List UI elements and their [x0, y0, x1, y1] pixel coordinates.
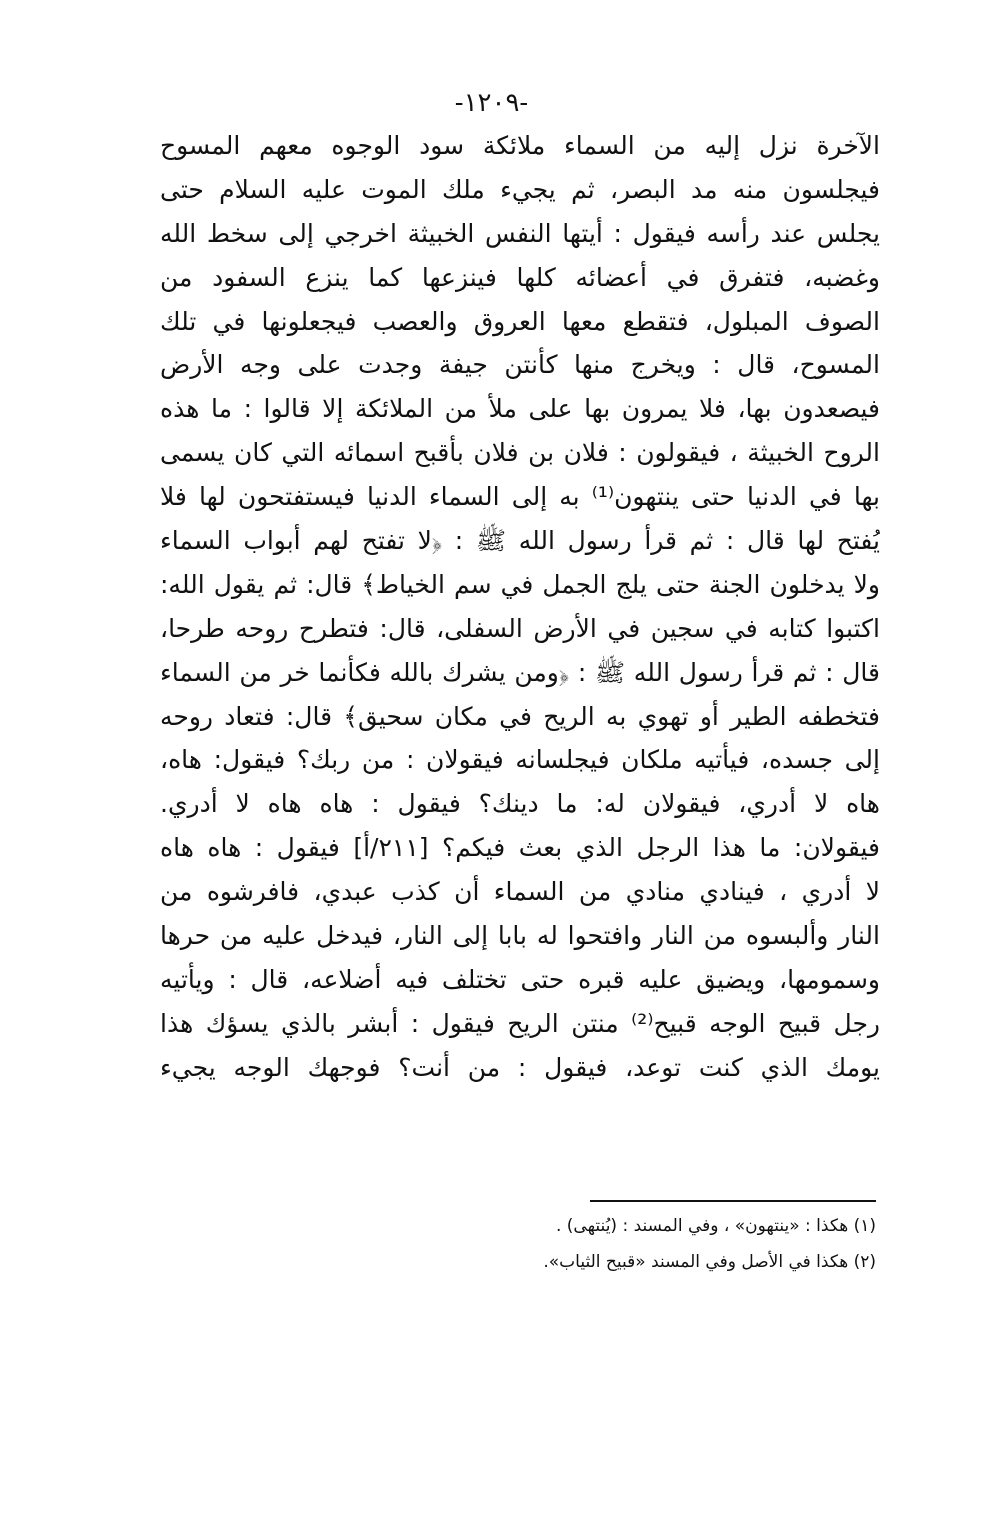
- text-line: رجل قبيح الوجه قبيح⁽²⁾ منتن الريح فيقول : أبشر بالذي يسؤك هذا: [160, 1008, 880, 1038]
- body-text: [160, 124, 880, 1090]
- text-line: ولا يدخلون الجنة حتى يلج الجمل في سم الخياط﴾ قال: ثم يقول الله:: [160, 569, 880, 599]
- text-line: الروح الخبيثة ، فيقولون : فلان بن فلان بأقبح اسمائه التي كان يسمى: [160, 438, 880, 468]
- text-line: بها في الدنيا حتى ينتهون⁽¹⁾ به إلى السماء الدنيا فيستفتحون لها فلا: [160, 482, 880, 512]
- text-line: المسوح، قال : ويخرج منها كأنتن جيفة وجدت على وجه الأرض: [160, 350, 880, 380]
- text-line: إلى جسده، فيأتيه ملكان فيجلسانه فيقولان : من ربك؟ فيقول: هاه،: [160, 745, 880, 775]
- text-line: الآخرة نزل إليه من السماء ملائكة سود الوجوه معهم المسوح: [160, 131, 880, 160]
- footnotes: [360, 1208, 876, 1280]
- text-line: فيصعدون بها، فلا يمرون بها على ملأ من الملائكة إلا قالوا : ما هذه: [160, 394, 880, 424]
- text-line: لا أدري ، فينادي منادي من السماء أن كذب عبدي، فافرشوه من: [160, 877, 880, 907]
- text-line: قال : ثم قرأ رسول الله ﷺ : ﴿ومن يشرك بالله فكأنما خر من السماء: [160, 657, 880, 687]
- text-line: الصوف المبلول، فتقطع معها العروق والعصب فيجعلونها في تلك: [160, 306, 880, 336]
- text-line: هاه لا أدري، فيقولان له: ما دينك؟ فيقول : هاه هاه لا أدري.: [160, 789, 880, 819]
- text-line: يجلس عند رأسه فيقول : أيتها النفس الخبيثة اخرجي إلى سخط الله: [160, 218, 880, 248]
- text-line: النار وألبسوه من النار وافتحوا له بابا إلى النار، فيدخل عليه من حرها: [160, 921, 880, 951]
- text-line: فيقولان: ما هذا الرجل الذي بعث فيكم؟ [٢١١/أ] فيقول : هاه هاه: [160, 833, 880, 863]
- text-line: فتخطفه الطير أو تهوي به الريح في مكان سحيق﴾ قال: فتعاد روحه: [160, 701, 880, 731]
- text-line: يومك الذي كنت توعد، فيقول : من أنت؟ فوجهك الوجه يجيء: [160, 1052, 880, 1082]
- text-line: يُفتح لها قال : ثم قرأ رسول الله ﷺ : ﴿لا تفتح لهم أبواب السماء: [160, 526, 880, 556]
- footnote-divider: [590, 1200, 876, 1202]
- text-line: وسمومها، ويضيق عليه قبره حتى تختلف فيه أضلاعه، قال : ويأتيه: [160, 964, 880, 994]
- footnote-1: (١) هكذا : «ينتهون» ، وفي المسند : (يُنتهى) .: [555, 1216, 876, 1236]
- footnote-2: (٢) هكذا في الأصل وفي المسند «قبيح الثياب».: [543, 1252, 876, 1272]
- page-number: -١٢٠٩-: [454, 88, 529, 118]
- text-line: اكتبوا كتابه في سجين في الأرض السفلى، قال: فتطرح روحه طرحا،: [160, 613, 880, 643]
- text-line: فيجلسون منه مد البصر، ثم يجيء ملك الموت عليه السلام حتى: [160, 174, 880, 204]
- text-line: وغضبه، فتفرق في أعضائه كلها فينزعها كما ينزع السفود من: [160, 262, 880, 292]
